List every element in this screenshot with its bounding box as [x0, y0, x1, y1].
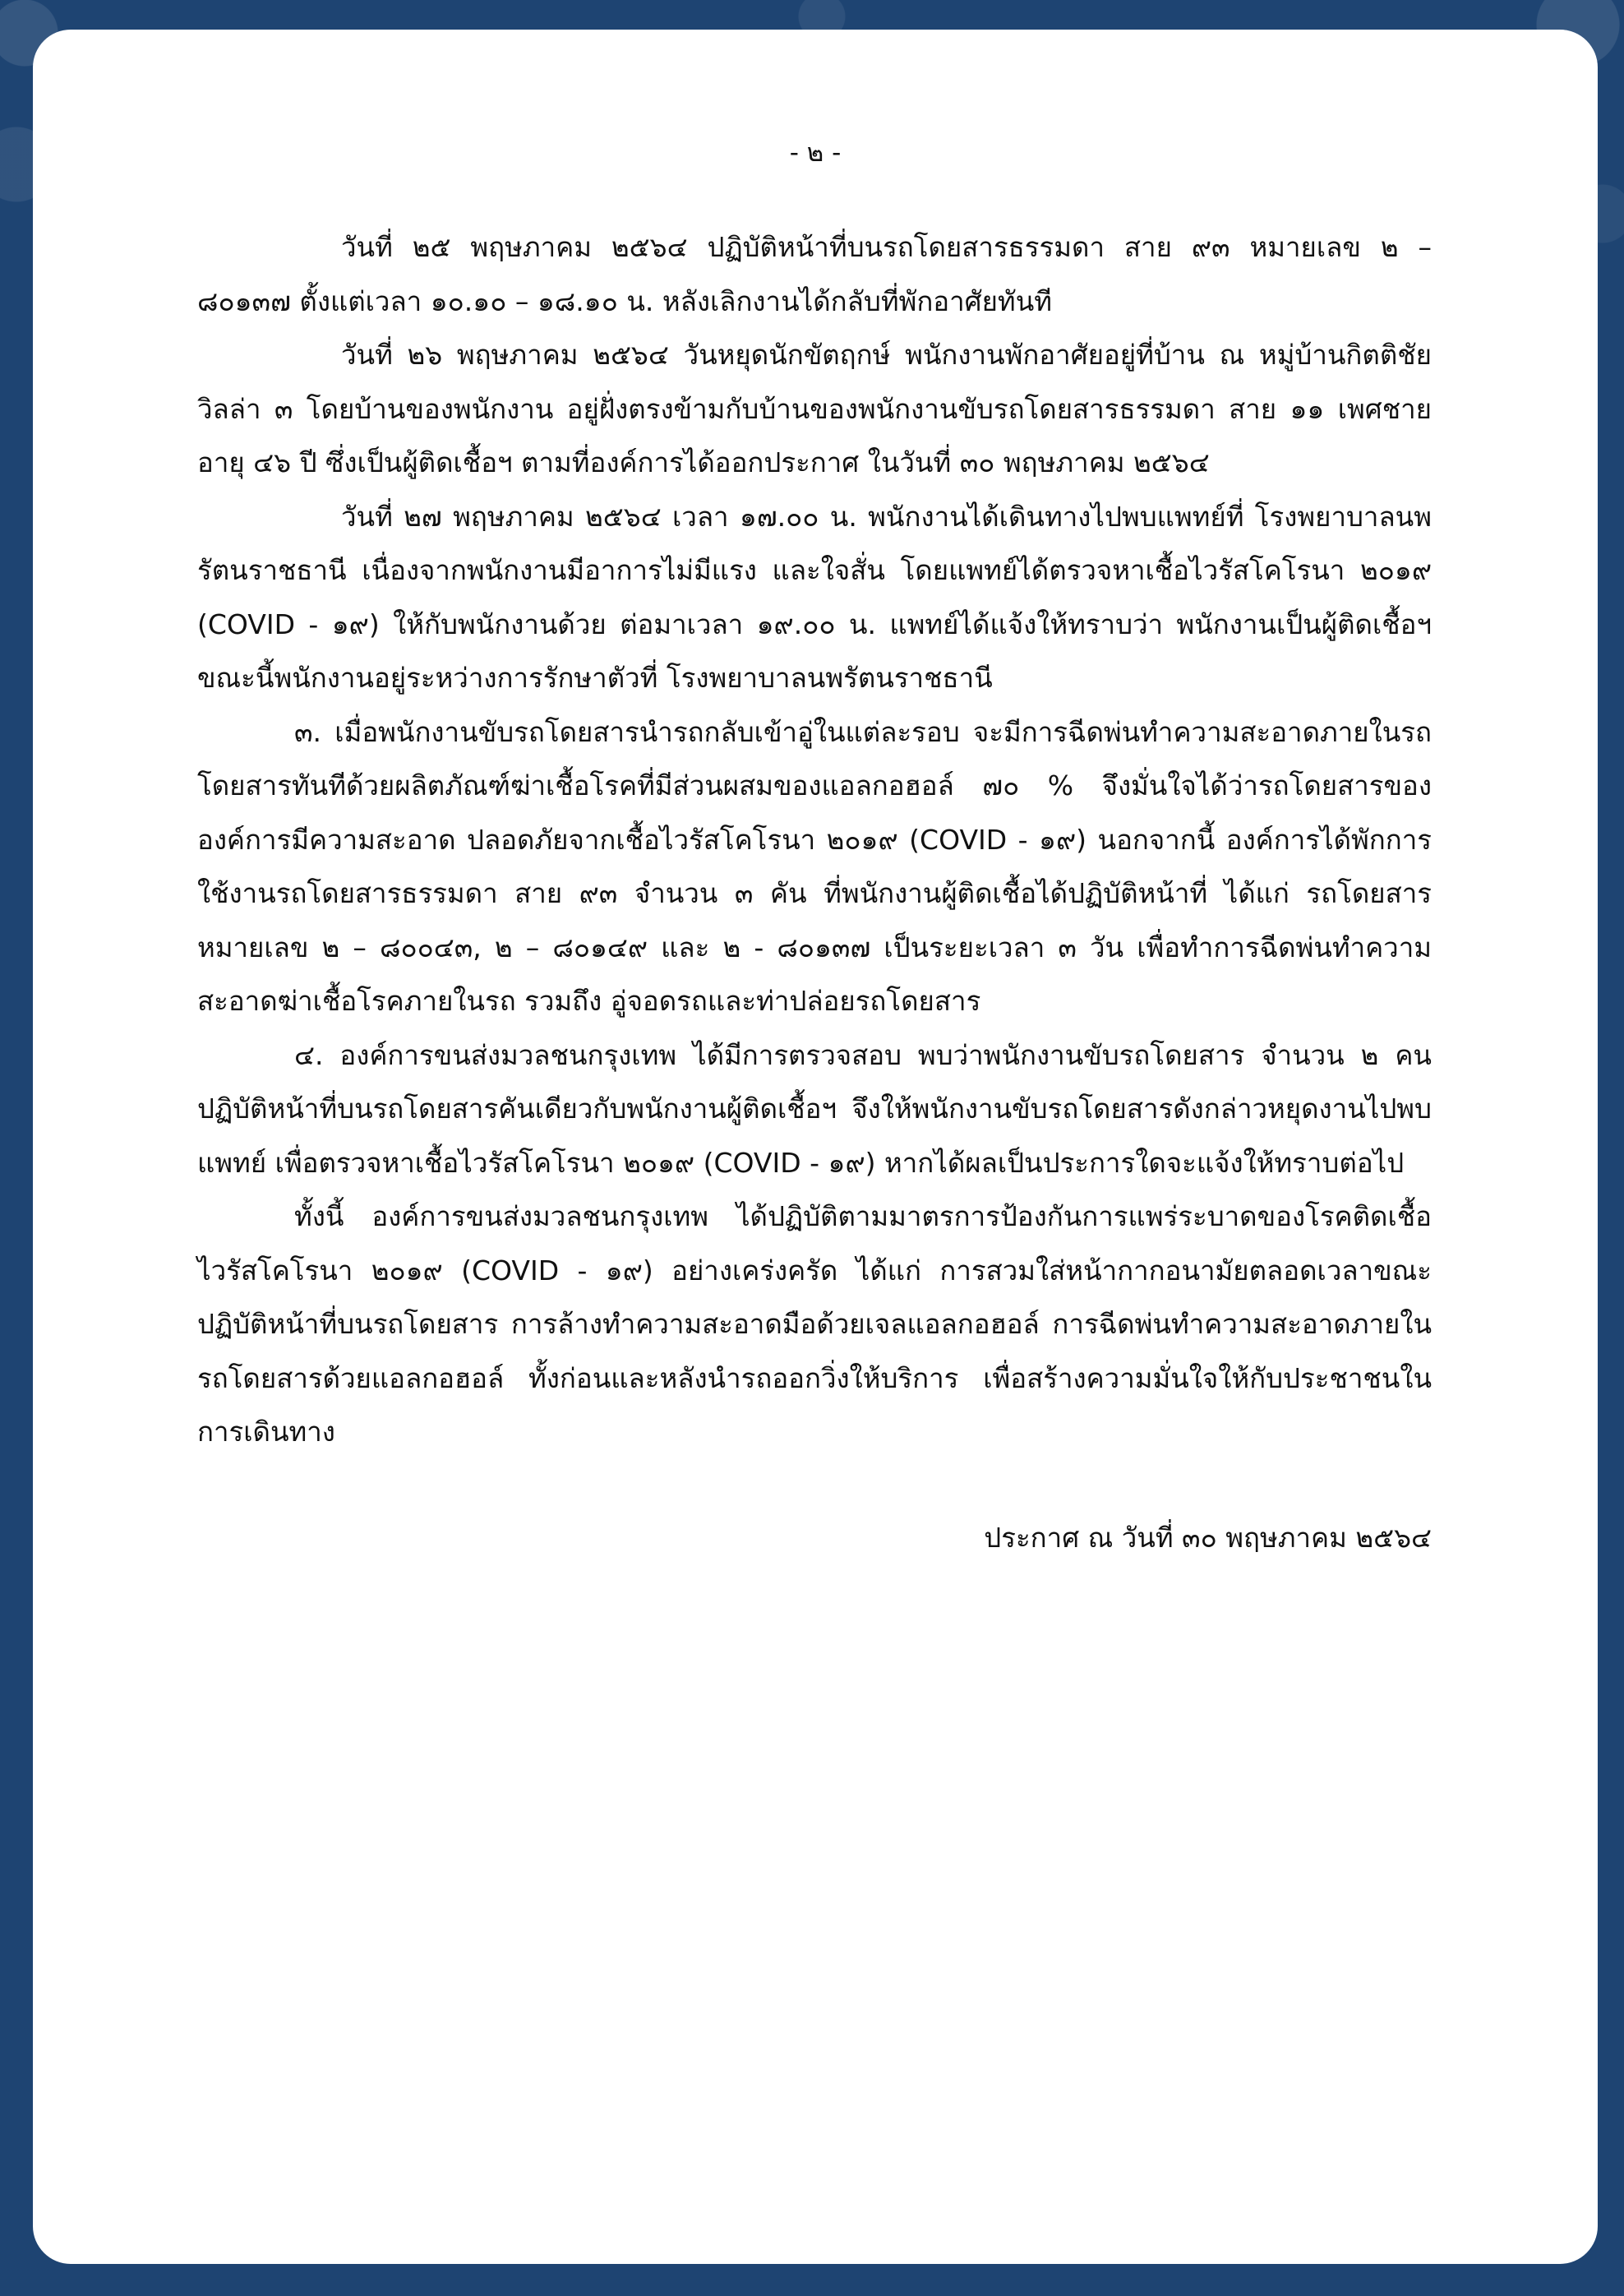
- paragraph-conclusion: ทั้งนี้ องค์การขนส่งมวลชนกรุงเทพ ได้ปฏิบัติตามมาตรการป้องกันการแพร่ระบาดของโรคติดเชื้อไวรัสโคโรนา ๒๐๑๙ (COVID - ๑๙) อย่างเคร่งครัด ได้แก่ การสวมใส่หน้ากากอนามัยตลอดเวลาขณะปฏิบัติหน้าที่บนรถโดยสาร การล้างทำความสะอาดมือด้วยเจลแอลกอฮอล์ การฉีดพ่นทำความสะอาดภายในรถโดยสารด้วยแอลกอฮอล์ ทั้งก่อนและหลังนำรถออกวิ่งให้บริการ เพื่อสร้างความมั่นใจให้กับประชาชนในการเดินทาง: [197, 1200, 1432, 1448]
- paragraph-item-4: ๔. องค์การขนส่งมวลชนกรุงเทพ ได้มีการตรวจสอบ พบว่าพนักงานขับรถโดยสาร จำนวน ๒ คน ปฏิบัติหน้าที่บนรถโดยสารคันเดียวกับพนักงานผู้ติดเชื้อฯ จึงให้พนักงานขับรถโดยสารดังกล่าวหยุดงานไปพบแพทย์ เพื่อตรวจหาเชื้อไวรัสโคโรนา ๒๐๑๙ (COVID - ๑๙) หากได้ผลเป็นประการใดจะแจ้งให้ทราบต่อไป: [197, 1038, 1432, 1179]
- document-body: [197, 220, 1432, 1459]
- announcement-date: ประกาศ ณ วันที่ ๓๐ พฤษภาคม ๒๕๖๔: [984, 1522, 1432, 1554]
- paragraph-may-26: วันที่ ๒๖ พฤษภาคม ๒๕๖๔ วันหยุดนักขัตฤกษ์ พนักงานพักอาศัยอยู่ที่บ้าน ณ หมู่บ้านกิตติชัย วิลล่า ๓ โดยบ้านของพนักงาน อยู่ฝั่งตรงข้ามกับบ้านของพนักงานขับรถโดยสารธรรมดา สาย ๑๑ เพศชาย อายุ ๔๖ ปี ซึ่งเป็นผู้ติดเชื้อฯ ตามที่องค์การได้ออกประกาศ ในวันที่ ๓๐ พฤษภาคม ๒๕๖๔: [197, 339, 1432, 478]
- document-page: [33, 30, 1598, 2264]
- paragraph-may-25: วันที่ ๒๕ พฤษภาคม ๒๕๖๔ ปฏิบัติหน้าที่บนรถโดยสารธรรมดา สาย ๙๓ หมายเลข ๒ – ๘๐๑๓๗ ตั้งแต่เวลา ๑๐.๑๐ – ๑๘.๑๐ น. หลังเลิกงานได้กลับที่พักอาศัยทันที: [197, 231, 1432, 317]
- paragraph-may-27: วันที่ ๒๗ พฤษภาคม ๒๕๖๔ เวลา ๑๗.๐๐ น. พนักงานได้เดินทางไปพบแพทย์ที่ โรงพยาบาลนพรัตนราชธานี เนื่องจากพนักงานมีอาการไม่มีแรง และใจสั่น โดยแพทย์ได้ตรวจหาเชื้อไวรัสโคโรนา ๒๐๑๙ (COVID - ๑๙) ให้กับพนักงานด้วย ต่อมาเวลา ๑๙.๐๐ น. แพทย์ได้แจ้งให้ทราบว่า พนักงานเป็นผู้ติดเชื้อฯ ขณะนี้พนักงานอยู่ระหว่างการรักษาตัวที่ โรงพยาบาลนพรัตนราชธานี: [197, 500, 1432, 694]
- page-number: - ๒ -: [789, 138, 842, 168]
- paragraph-item-3: ๓. เมื่อพนักงานขับรถโดยสารนำรถกลับเข้าอู่ในแต่ละรอบ จะมีการฉีดพ่นทำความสะอาดภายในรถโดยสารทันทีด้วยผลิตภัณฑ์ฆ่าเชื้อโรคที่มีส่วนผสมของแอลกอฮอล์ ๗๐ % จึงมั่นใจได้ว่ารถโดยสารขององค์การมีความสะอาด ปลอดภัยจากเชื้อไวรัสโคโรนา ๒๐๑๙ (COVID - ๑๙) นอกจากนี้ องค์การได้พักการใช้งานรถโดยสารธรรมดา สาย ๙๓ จำนวน ๓ คัน ที่พนักงานผู้ติดเชื้อได้ปฏิบัติหน้าที่ ได้แก่ รถโดยสาร หมายเลข ๒ – ๘๐๐๔๓, ๒ – ๘๐๑๔๙ และ ๒ - ๘๐๑๓๗ เป็นระยะเวลา ๓ วัน เพื่อทำการฉีดพ่นทำความสะอาดฆ่าเชื้อโรคภายในรถ รวมถึง อู่จอดรถและท่าปล่อยรถโดยสาร: [197, 715, 1432, 1017]
